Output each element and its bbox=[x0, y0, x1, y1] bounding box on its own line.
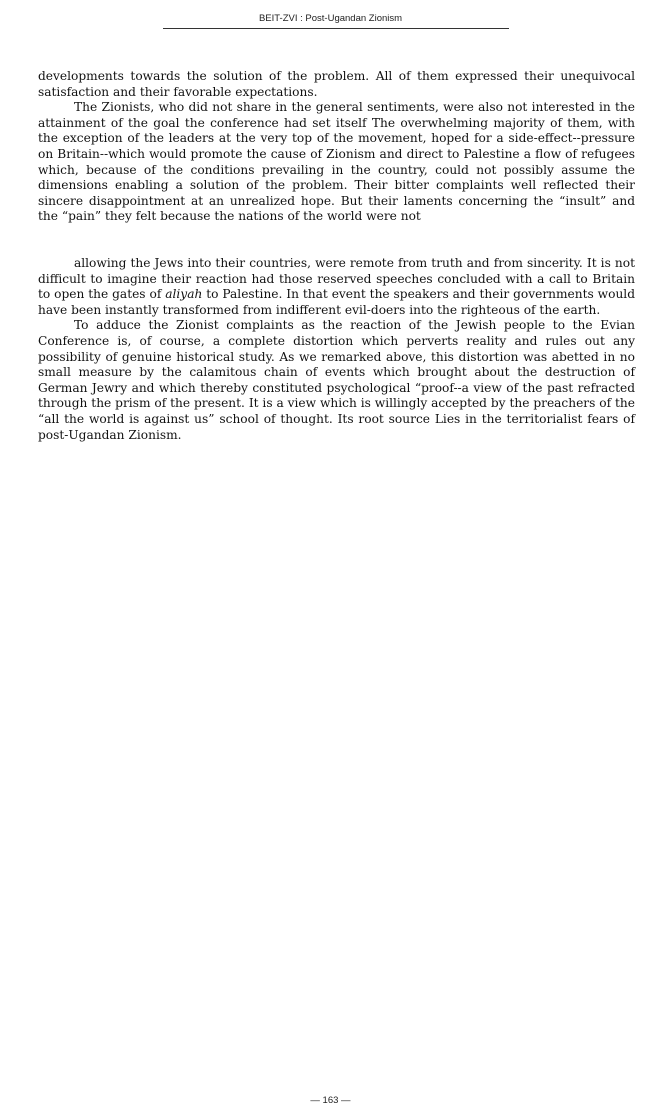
running-head: BEIT-ZVI : Post-Ugandan Zionism bbox=[258, 13, 403, 24]
paragraph-continuation: developments towards the solution of the problem. All of them expressed their unequivocal satisfaction and their favorable expectations. bbox=[38, 69, 635, 99]
header-rule bbox=[163, 28, 509, 29]
paragraph-adduce: To adduce the Zionist complaints as the reaction of the Jewish people to the Evian Conference is, of course, a complete distortion which perverts reality and rules out any possibility of genuine historical study. As we remarked above, this distortion was abetted in no small measure by the calamitous chain of events which brought about the destruction of German Jewry and which thereby constituted psychological “proof--a view of the past refracted through the prism of the present. It is a view which is willingly accepted by the preachers of the “all the world is against us” school of thought. Its root source Lies in the territorialist fears of post-Ugandan Zionism. bbox=[38, 318, 635, 442]
page-number: — 163 — bbox=[310, 1095, 351, 1106]
paragraph-allowing bbox=[38, 256, 635, 318]
italic-term: aliyah bbox=[165, 287, 203, 302]
text-block-bottom bbox=[38, 256, 635, 443]
text-run: to Palestine. In that event the speakers and their governments would have been instantly transformed from indifferent evil-doers into the righteous of the earth. bbox=[38, 287, 636, 317]
text-run: allowing the Jews into their countries, were remote from truth and from sincerity. It is not difficult to imagine their reaction had those reserved speeches concluded with a call to Britain to open the gates of bbox=[38, 256, 635, 302]
text-block-top bbox=[38, 69, 635, 225]
paragraph-zionists: The Zionists, who did not share in the general sentiments, were also not interested in the attainment of the goal the conference had set itself The overwhelming majority of them, with the exception of the leaders at the very top of the movement, hoped for a side-effect--pressure on Britain--which would promote the cause of Zionism and direct to Palestine a flow of refugees which, because of the conditions prevailing in the country, could not possibly assume the dimensions enabling a solution of the problem. Their bitter complaints well reflected their sincere disappointment at an unrealized hope. But their laments concerning the “insult” and the “pain” they felt because the nations of the world were not bbox=[38, 100, 635, 224]
